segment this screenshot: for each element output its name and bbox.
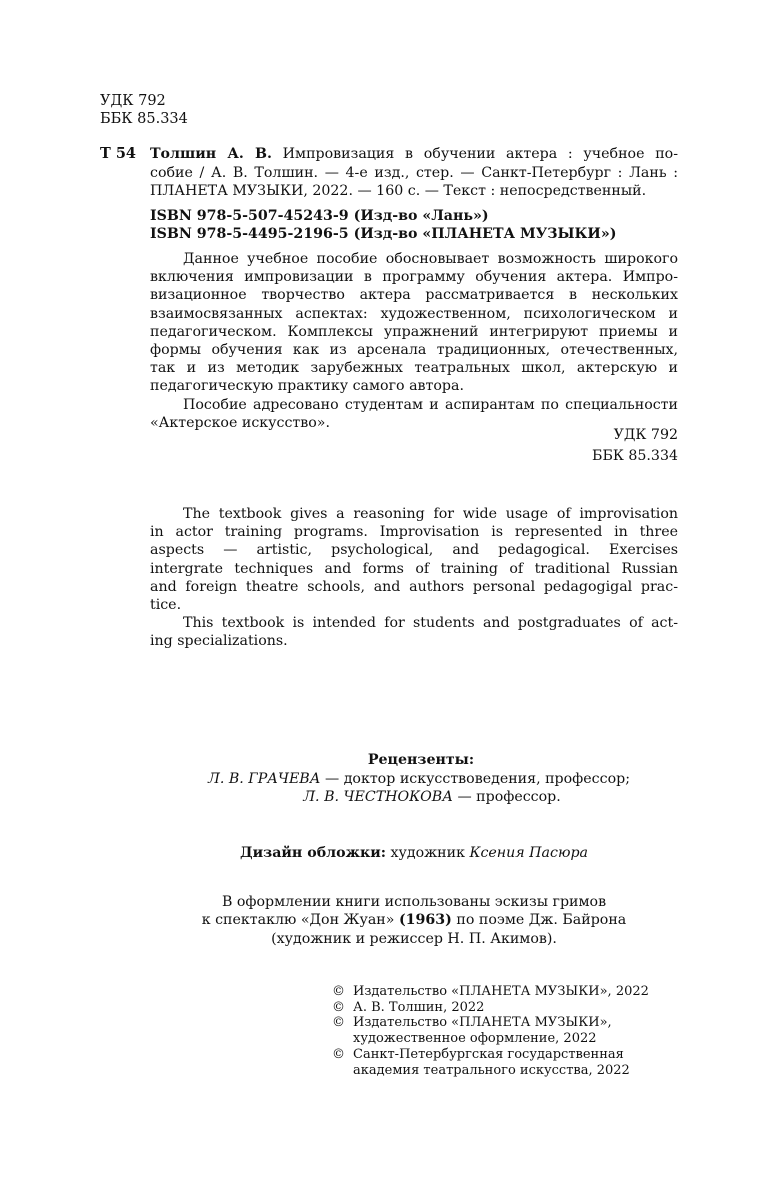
cover-design-line	[150, 844, 678, 863]
udk-bbk-right	[540, 425, 678, 467]
abstract-ru-line: так и из методик зарубежных театральных школ, актерскую и	[150, 360, 678, 377]
copyright-text-continued: академия театрального искусства, 2022	[353, 1062, 630, 1078]
isbn-planeta: ISBN 978-5-4495-2196-5 (Изд-во «ПЛАНЕТА МУЗЫКИ»)	[150, 226, 617, 242]
abstract-ru-line: педагогическую практику самого автора.	[150, 378, 464, 395]
udk-code: УДК 792	[100, 93, 166, 109]
reviewer-2-name: Л. В. ЧЕСТНОКОВА	[303, 789, 453, 805]
biblio-line-3: ПЛАНЕТА МУЗЫКИ, 2022. — 160 с. — Текст : непосредственный.	[150, 183, 647, 199]
copyright-symbol: ©	[332, 1046, 345, 1062]
biblio-line-2: собие / А. В. Толшин. — 4-е изд., стер. — Санкт-Петербург : Лань :	[150, 164, 678, 181]
abstract-en-line: The textbook gives a reasoning for wide usage of improvisation	[183, 506, 678, 522]
copyright-text: Издательство «ПЛАНЕТА МУЗЫКИ», 2022	[353, 984, 649, 999]
copyright-line	[332, 1015, 649, 1031]
makeup-note-poem: по поэме Дж. Байрона	[451, 912, 627, 929]
abstract-en-line: aspects — artistic, psychological, and pedagogical. Exercises	[150, 542, 678, 559]
bbk-code: ББК 85.334	[100, 111, 188, 127]
biblio-author: Толшин А. В.	[150, 146, 272, 162]
udk-bbk-header	[100, 92, 188, 128]
copyright-line	[332, 1047, 649, 1063]
cover-designer-name: Ксения Пасюра	[469, 845, 588, 861]
copyright-text: Издательство «ПЛАНЕТА МУЗЫКИ»,	[353, 1015, 612, 1031]
abstract-en-line: intergrate techniques and forms of training of traditional Russian	[150, 560, 678, 577]
biblio-title: Импровизация в обучении актера : учебное по-	[282, 146, 678, 162]
makeup-note-play: к спектаклю «Дон Жуан»	[201, 912, 399, 929]
abstract-ru-line: Пособие адресовано студентам и аспирантам по специальности	[183, 396, 678, 413]
copyright-symbol: ©	[332, 1015, 345, 1031]
abstract-ru-line: педагогическом. Комплексы упражнений интегрируют приемы и	[150, 323, 678, 340]
makeup-note-line-1: В оформлении книги использованы эскизы гримов	[221, 894, 607, 910]
makeup-note-year: (1963)	[398, 912, 452, 929]
abstract-russian	[150, 250, 678, 432]
copyright-text: Санкт-Петербургская государственная	[353, 1046, 624, 1062]
reviewer-2	[150, 788, 678, 807]
makeup-note-line-2	[150, 911, 678, 929]
abstract-ru-line: «Актерское искусство».	[150, 414, 330, 431]
abstract-ru-line: взаимосвязанных аспектах: художественном, психологическом и	[150, 305, 678, 322]
abstract-ru-line: Данное учебное пособие обосновывает возможность широкого	[183, 251, 678, 267]
abstract-english	[150, 505, 678, 651]
copyright-line	[332, 984, 649, 1000]
reviewer-2-role: — профессор.	[452, 789, 561, 805]
bibliographic-description	[150, 145, 678, 201]
cover-design-label: Дизайн обложки:	[240, 845, 386, 861]
abstract-ru-line: визационное творчество актера рассматривается в нескольких	[150, 287, 678, 304]
abstract-en-line: ing specializations.	[150, 633, 288, 650]
biblio-line-1	[150, 145, 678, 164]
cover-design-credit	[150, 844, 678, 863]
reviewer-1-name: Л. В. ГРАЧЕВА	[208, 770, 321, 787]
reviewers-block	[150, 751, 678, 807]
udk-code-right: УДК 792	[613, 427, 678, 443]
abstract-en-line: in actor training programs. Improvisation is represented in three	[150, 524, 678, 541]
abstract-ru-line: формы обучения как из арсенала традиционных, отечественных,	[150, 342, 678, 359]
abstract-en-line: This textbook is intended for students and postgraduates of act-	[183, 615, 678, 632]
isbn-lan: ISBN 978-5-507-45243-9 (Изд-во «Лань»)	[150, 208, 489, 224]
abstract-en-line: and foreign theatre schools, and authors personal pedagogigal prac-	[150, 578, 678, 595]
reviewer-1	[150, 770, 678, 789]
makeup-sketch-note	[150, 893, 678, 948]
copyright-symbol: ©	[332, 984, 345, 999]
reviewers-title: Рецензенты:	[367, 752, 475, 768]
makeup-note-line-3: (художник и режиссер Н. П. Акимов).	[271, 930, 557, 947]
isbn-block	[150, 207, 616, 243]
copyright-text: А. В. Толшин, 2022	[353, 999, 485, 1015]
cover-design-role: художник	[385, 845, 470, 861]
bbk-code-right: ББК 85.334	[592, 448, 678, 464]
copyright-text-continued: художественное оформление, 2022	[353, 1031, 597, 1047]
abstract-ru-line: включения импровизации в программу обучения актера. Импро-	[150, 269, 678, 286]
reviewer-1-role: — доктор искусствоведения, профессор;	[320, 770, 630, 787]
abstract-en-line: tice.	[150, 597, 182, 614]
author-code: Т 54	[100, 145, 137, 162]
copyright-block	[332, 984, 649, 1078]
copyright-line	[332, 1000, 649, 1016]
copyright-symbol: ©	[332, 999, 345, 1015]
